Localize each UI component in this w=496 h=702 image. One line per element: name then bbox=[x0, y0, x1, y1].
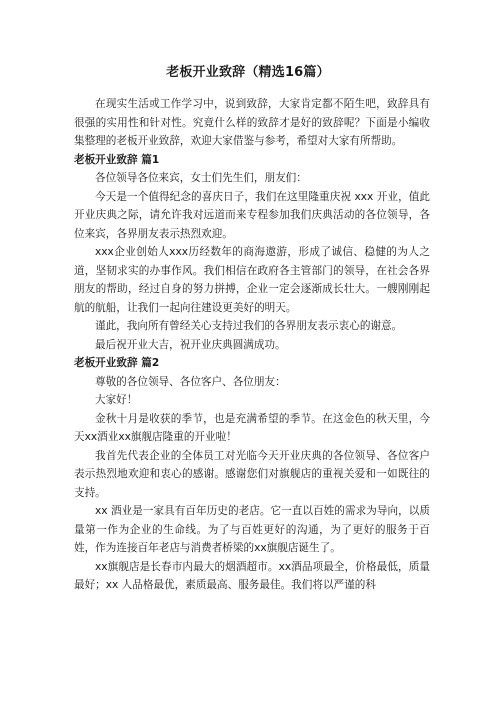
paragraph: xx旗舰店是长春市内最大的烟酒超市。xx酒品项最全，价格最低，质量最好；xx 人品格最优，素质最高、服务最佳。我们将以严谨的科 bbox=[74, 560, 430, 591]
paragraph: xx 酒业是一家具有百年历史的老店。它一直以百姓的需求为导向，以质量第一作为企业的生命线。为了与百姓更好的沟通，为了更好的服务于百姓，作为连接百年老店与消费者桥梁的xx旗舰店诞生了。 bbox=[74, 505, 430, 554]
paragraph: 我首先代表企业的全体员工对光临今天开业庆典的各位领导、各位客户表示热烈地欢迎和衷心的感谢。感谢您们对旗舰店的重视关爱和一如既往的支持。 bbox=[74, 449, 430, 499]
paragraph: xxx企业创始人xxx历经数年的商海遨游，形成了诚信、稳健的为人之道，坚韧求实的办事作风。我们相信在政府各主管部门的领导，在社会各界朋友的帮助，经过自身的努力拼搏，企业一定会逐渐成长壮大。一艘刚刚起航的航船，让我们一起向往建设更美好的明天。 bbox=[74, 246, 430, 314]
paragraph: 各位领导各位来宾，女士们先生们，朋友们： bbox=[95, 172, 307, 184]
paragraph: 金秋十月是收获的季节，也是充满希望的季节。在这金色的秋天里，今天xx酒业xx旗舰店隆重的开业啦！ bbox=[74, 412, 430, 443]
paragraph: 今天是一个值得纪念的喜庆日子，我们在这里隆重庆祝 xxx 开业，值此开业庆典之际，请允许我对远道而来专程参加我们庆典活动的各位领导，各位来宾，各界朋友表示热烈欢迎。 bbox=[74, 190, 430, 240]
intro-paragraph: 在现实生活或工作学习中，说到致辞，大家肯定都不陌生吧，致辞具有很强的实用性和针对性。究竟什么样的致辞才是好的致辞呢？下面是小编收集整理的老板开业致辞，欢迎大家借鉴与参考，希望对大家有所帮助。 bbox=[74, 98, 430, 147]
paragraph: 大家好！ bbox=[95, 394, 138, 406]
document-body bbox=[74, 95, 430, 595]
paragraph: 最后祝开业大吉，祝开业庆典圆满成功。 bbox=[95, 338, 286, 351]
section-heading-2: 老板开业致辞 篇2 bbox=[74, 357, 160, 369]
section-heading-1: 老板开业致辞 篇1 bbox=[74, 153, 160, 166]
paragraph: 谨此，我向所有曾经关心支持过我们的各界朋友表示衷心的谢意。 bbox=[95, 320, 403, 332]
page-title: 老板开业致辞（精选16篇） bbox=[166, 65, 330, 80]
paragraph: 尊敬的各位领导、各位客户、各位朋友： bbox=[95, 375, 286, 388]
